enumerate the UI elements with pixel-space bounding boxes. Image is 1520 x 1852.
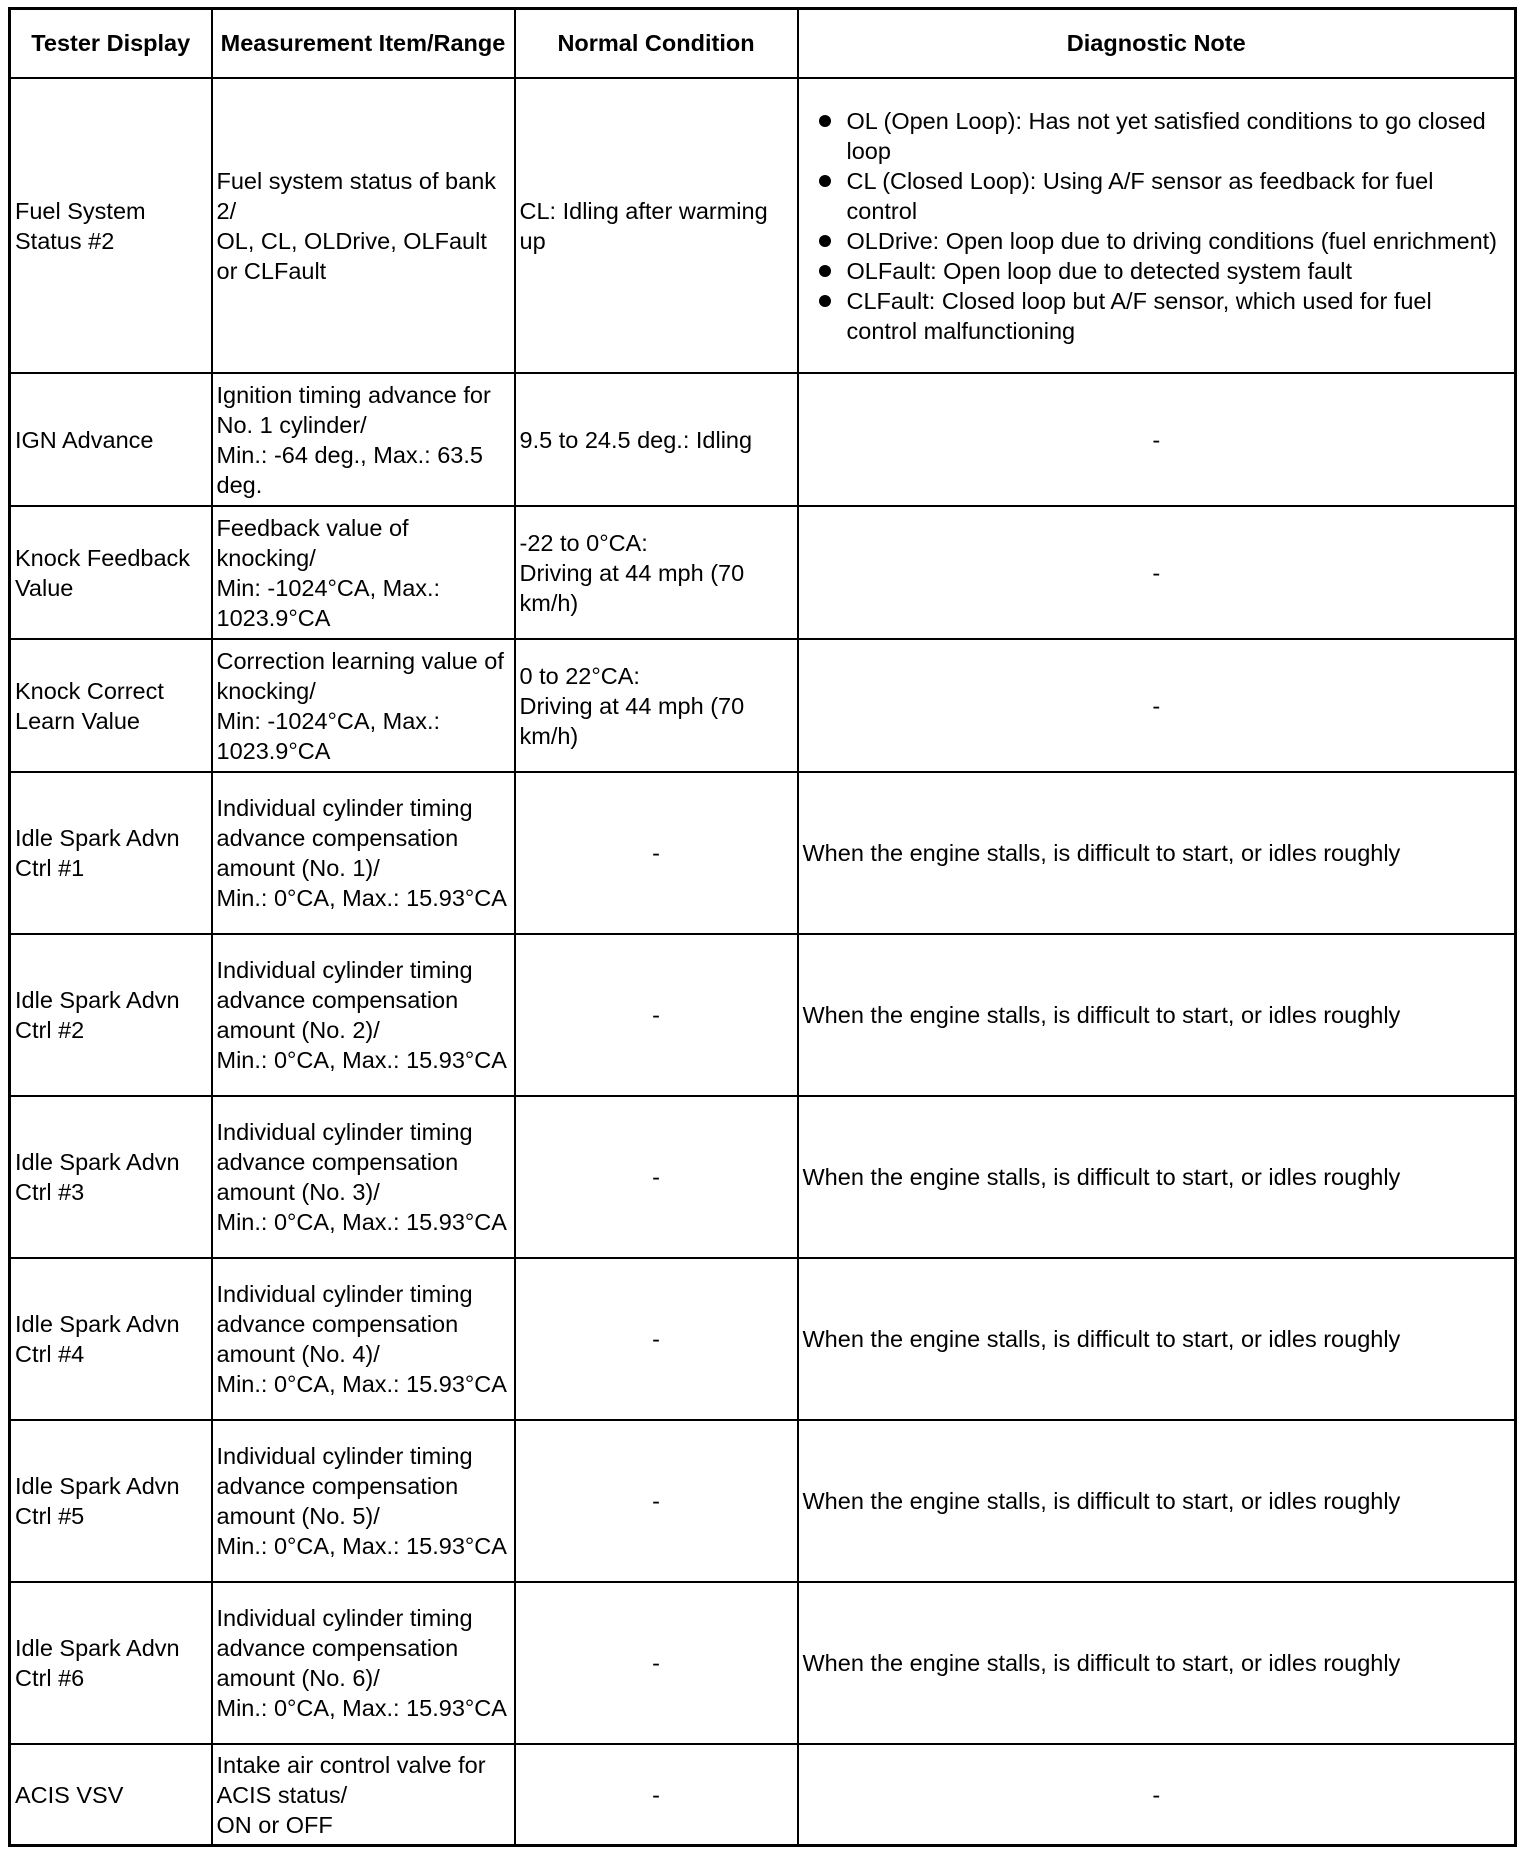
cell-tester-display: Idle Spark Advn Ctrl #5 bbox=[10, 1420, 212, 1582]
cell-measurement: Individual cylinder timing advance compensation amount (No. 1)/ Min.: 0°CA, Max.: 15.93°CA bbox=[212, 772, 515, 934]
cell-tester-display: Knock Correct Learn Value bbox=[10, 639, 212, 772]
table-row bbox=[10, 934, 1516, 1096]
cell-tester-display: Idle Spark Advn Ctrl #6 bbox=[10, 1582, 212, 1744]
cell-normal-condition: - bbox=[515, 1582, 798, 1744]
cell-diagnostic-note: - bbox=[798, 1744, 1516, 1846]
table-row bbox=[10, 1744, 1516, 1846]
header-normal-condition: Normal Condition bbox=[515, 9, 798, 79]
cell-tester-display: Idle Spark Advn Ctrl #1 bbox=[10, 772, 212, 934]
cell-normal-condition: - bbox=[515, 772, 798, 934]
cell-diagnostic-note: When the engine stalls, is difficult to start, or idles roughly bbox=[798, 1096, 1516, 1258]
diagnostic-note-list bbox=[803, 106, 1511, 346]
cell-measurement: Correction learning value of knocking/ Min: -1024°CA, Max.: 1023.9°CA bbox=[212, 639, 515, 772]
cell-measurement: Individual cylinder timing advance compensation amount (No. 6)/ Min.: 0°CA, Max.: 15.93°CA bbox=[212, 1582, 515, 1744]
cell-tester-display: Knock Feedback Value bbox=[10, 506, 212, 639]
cell-diagnostic-note: When the engine stalls, is difficult to start, or idles roughly bbox=[798, 1582, 1516, 1744]
table-row bbox=[10, 772, 1516, 934]
list-item: OLDrive: Open loop due to driving conditions (fuel enrichment) bbox=[847, 226, 1507, 256]
table-row bbox=[10, 1582, 1516, 1744]
cell-tester-display: IGN Advance bbox=[10, 373, 212, 506]
cell-diagnostic-note: When the engine stalls, is difficult to start, or idles roughly bbox=[798, 772, 1516, 934]
table-row bbox=[10, 506, 1516, 639]
cell-measurement: Individual cylinder timing advance compensation amount (No. 5)/ Min.: 0°CA, Max.: 15.93°CA bbox=[212, 1420, 515, 1582]
list-item: CL (Closed Loop): Using A/F sensor as feedback for fuel control bbox=[847, 166, 1507, 226]
list-item: OLFault: Open loop due to detected system fault bbox=[847, 256, 1507, 286]
cell-tester-display: Idle Spark Advn Ctrl #3 bbox=[10, 1096, 212, 1258]
cell-normal-condition: CL: Idling after warming up bbox=[515, 78, 798, 373]
cell-normal-condition: - bbox=[515, 1744, 798, 1846]
cell-diagnostic-note: - bbox=[798, 506, 1516, 639]
table-row bbox=[10, 639, 1516, 772]
cell-normal-condition: - bbox=[515, 1258, 798, 1420]
list-item: CLFault: Closed loop but A/F sensor, which used for fuel control malfunctioning bbox=[847, 286, 1507, 346]
cell-diagnostic-note: When the engine stalls, is difficult to start, or idles roughly bbox=[798, 1420, 1516, 1582]
cell-diagnostic-note: - bbox=[798, 373, 1516, 506]
cell-normal-condition: - bbox=[515, 1420, 798, 1582]
cell-measurement: Fuel system status of bank 2/ OL, CL, OLDrive, OLFault or CLFault bbox=[212, 78, 515, 373]
cell-diagnostic-note bbox=[798, 78, 1516, 373]
cell-normal-condition: 0 to 22°CA: Driving at 44 mph (70 km/h) bbox=[515, 639, 798, 772]
cell-normal-condition: -22 to 0°CA: Driving at 44 mph (70 km/h) bbox=[515, 506, 798, 639]
list-item: OL (Open Loop): Has not yet satisfied conditions to go closed loop bbox=[847, 106, 1507, 166]
table-header-row bbox=[10, 9, 1516, 79]
cell-tester-display: ACIS VSV bbox=[10, 1744, 212, 1846]
cell-measurement: Ignition timing advance for No. 1 cylinder/ Min.: -64 deg., Max.: 63.5 deg. bbox=[212, 373, 515, 506]
header-diagnostic-note: Diagnostic Note bbox=[798, 9, 1516, 79]
cell-diagnostic-note: - bbox=[798, 639, 1516, 772]
table-row bbox=[10, 373, 1516, 506]
cell-tester-display: Idle Spark Advn Ctrl #4 bbox=[10, 1258, 212, 1420]
cell-normal-condition: 9.5 to 24.5 deg.: Idling bbox=[515, 373, 798, 506]
cell-measurement: Intake air control valve for ACIS status/ ON or OFF bbox=[212, 1744, 515, 1846]
document-page bbox=[8, 7, 1517, 1847]
table-row bbox=[10, 1420, 1516, 1582]
cell-normal-condition: - bbox=[515, 1096, 798, 1258]
table-row bbox=[10, 78, 1516, 373]
table-row bbox=[10, 1258, 1516, 1420]
cell-diagnostic-note: When the engine stalls, is difficult to start, or idles roughly bbox=[798, 1258, 1516, 1420]
header-tester-display: Tester Display bbox=[10, 9, 212, 79]
cell-measurement: Feedback value of knocking/ Min: -1024°CA, Max.: 1023.9°CA bbox=[212, 506, 515, 639]
cell-measurement: Individual cylinder timing advance compensation amount (No. 2)/ Min.: 0°CA, Max.: 15.93°CA bbox=[212, 934, 515, 1096]
cell-measurement: Individual cylinder timing advance compensation amount (No. 4)/ Min.: 0°CA, Max.: 15.93°CA bbox=[212, 1258, 515, 1420]
cell-tester-display: Fuel System Status #2 bbox=[10, 78, 212, 373]
table-row bbox=[10, 1096, 1516, 1258]
cell-tester-display: Idle Spark Advn Ctrl #2 bbox=[10, 934, 212, 1096]
header-measurement-item: Measurement Item/Range bbox=[212, 9, 515, 79]
cell-diagnostic-note: When the engine stalls, is difficult to start, or idles roughly bbox=[798, 934, 1516, 1096]
cell-measurement: Individual cylinder timing advance compensation amount (No. 3)/ Min.: 0°CA, Max.: 15.93°CA bbox=[212, 1096, 515, 1258]
cell-normal-condition: - bbox=[515, 934, 798, 1096]
data-list-table bbox=[8, 7, 1517, 1847]
